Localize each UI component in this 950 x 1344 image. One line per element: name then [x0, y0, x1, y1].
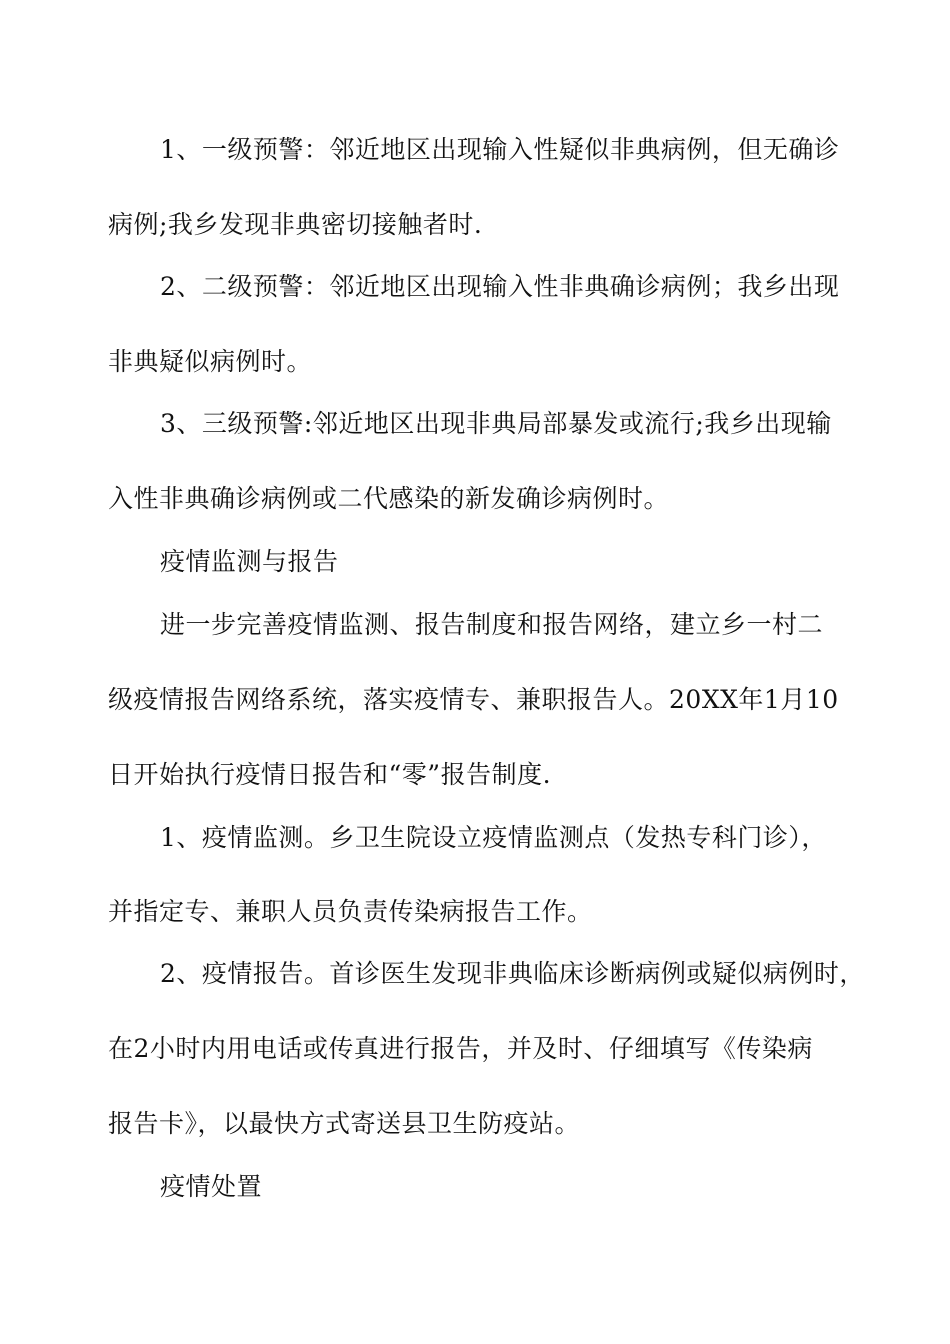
paragraph-line: 在2小时内用电话或传真进行报告，并及时、仔细填写《传染病: [108, 1034, 813, 1063]
paragraph-line: 2、疫情报告。首诊医生发现非典临床诊断病例或疑似病例时，: [160, 959, 865, 988]
paragraph-line: 1、一级预警：邻近地区出现输入性疑似非典病例，但无确诊: [160, 135, 840, 164]
paragraph-line: 1、疫情监测。乡卫生院设立疫情监测点（发热专科门诊），: [160, 823, 827, 852]
paragraph-line: 级疫情报告网络系统，落实疫情专、兼职报告人。20XX年1月10: [108, 685, 839, 714]
section-heading: 疫情处置: [160, 1172, 263, 1201]
paragraph-line: 入性非典确诊病例或二代感染的新发确诊病例时。: [108, 484, 670, 513]
paragraph-line: 2、二级预警：邻近地区出现输入性非典确诊病例；我乡出现: [160, 272, 840, 301]
section-heading: 疫情监测与报告: [160, 547, 339, 576]
paragraph-line: 日开始执行疫情日报告和“零”报告制度.: [108, 760, 552, 789]
paragraph-line: 病例;我乡发现非典密切接触者时.: [108, 210, 483, 239]
paragraph-line: 进一步完善疫情监测、报告制度和报告网络，建立乡一村二: [160, 610, 824, 639]
paragraph-line: 非典疑似病例时。: [108, 347, 313, 376]
paragraph-line: 3、三级预警:邻近地区出现非典局部暴发或流行;我乡出现输: [160, 409, 832, 438]
paragraph-line: 并指定专、兼职人员负责传染病报告工作。: [108, 897, 593, 926]
paragraph-line: 报告卡》，以最快方式寄送县卫生防疫站。: [108, 1109, 581, 1138]
